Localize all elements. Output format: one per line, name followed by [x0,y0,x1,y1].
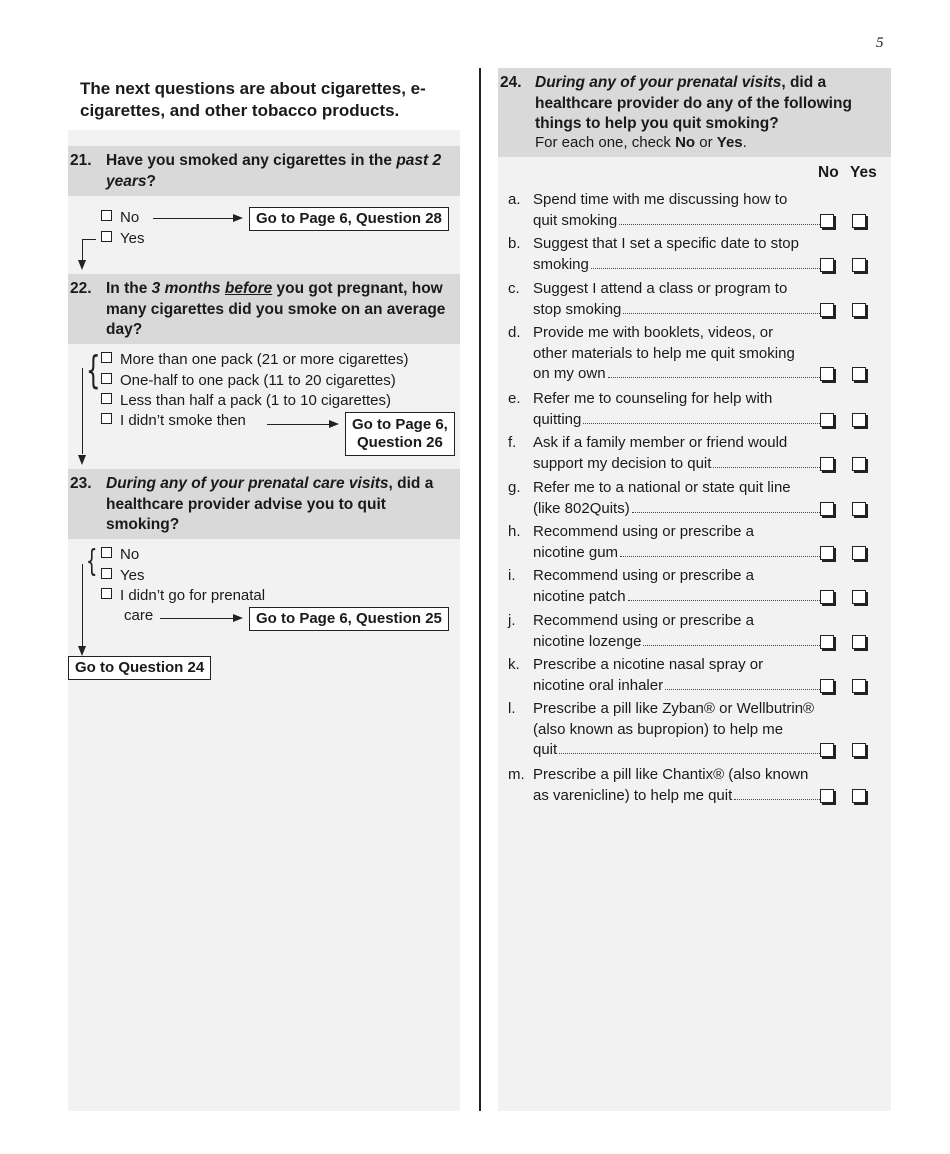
option-label: No [120,546,140,563]
skip-arrow-line [267,424,329,425]
q23-option-no-care[interactable] [101,586,265,606]
checkbox-icon[interactable] [852,546,866,560]
leader-dots [632,512,820,513]
leader-dots [713,467,820,468]
q21-text-emphasis: past 2 years [106,152,442,190]
checkbox-icon[interactable] [820,367,834,381]
leader-dots [643,645,820,646]
item-text [533,433,821,474]
arrow-down-icon [78,646,86,656]
checkbox-no-h[interactable] [820,546,834,560]
arrow-down-icon [78,260,86,270]
leader-dots [620,556,820,557]
item-letter: f. [508,434,517,451]
q21-option-no[interactable] [101,208,139,228]
checkbox-yes-b[interactable] [852,258,866,272]
instruction-yes: Yes [716,134,743,151]
item-text-line: support my decision to quit [533,454,712,472]
item-text [533,566,821,607]
checkbox-yes-m[interactable] [852,789,866,803]
column-header-no: No [818,164,839,181]
checkbox-icon[interactable] [820,214,834,228]
arrow-right-icon [329,420,339,428]
q22-text: In the [106,280,152,297]
checkbox-yes-k[interactable] [852,679,866,693]
brace-icon: { [86,544,98,579]
item-text-line: quit [533,741,558,758]
checkbox-icon[interactable] [852,258,866,272]
leader-dots [608,377,820,378]
item-text-line: Spend time with me discussing how to [533,191,788,208]
item-text [533,611,821,652]
q22-goto-line1: Go to Page 6, [352,416,448,433]
item-text [533,389,821,430]
goto-q24-box: Go to Question 24 [68,656,211,680]
q21-goto-box: Go to Page 6, Question 28 [249,207,449,231]
item-text-line: as varenicline) to help me quit [533,786,733,804]
brace-icon: { [86,348,101,392]
checkbox-icon[interactable] [820,413,834,427]
item-text-line: Prescribe a pill like Chantix® (also known [533,766,809,783]
checkbox-no-g[interactable] [820,502,834,516]
q22-question [70,279,458,343]
checkbox-icon[interactable] [101,393,112,404]
arrow-right-icon [233,614,243,622]
item-text [533,478,821,519]
checkbox-yes-f[interactable] [852,457,866,471]
item-letter: j. [508,612,516,629]
item-text-line: quitting [533,410,582,428]
q24-text-emphasis: During any of your prenatal visits [535,74,782,91]
checkbox-no-j[interactable] [820,635,834,649]
item-text-line: Recommend using or prescribe a [533,567,754,584]
arrow-down-icon [78,455,86,465]
instruction-text: For each one, check [535,134,676,151]
item-text [533,655,821,696]
q22-option-3[interactable] [101,391,391,411]
checkbox-yes-g[interactable] [852,502,866,516]
option-label: More than one pack (21 or more cigarettes) [120,351,409,368]
checkbox-icon[interactable] [820,590,834,604]
item-letter: m. [508,766,525,783]
column-divider [479,68,481,1111]
checkbox-yes-l[interactable] [852,743,866,757]
item-letter: g. [508,479,521,496]
item-text [533,190,821,231]
checkbox-icon[interactable] [820,303,834,317]
item-text-line: (like 802Quits) [533,499,630,517]
option-label: Yes [120,567,145,584]
checkbox-no-c[interactable] [820,303,834,317]
checkbox-icon[interactable] [852,457,866,471]
flow-line [82,564,83,647]
leader-dots [623,313,820,314]
q23-option-no-care-cont: care [124,607,154,624]
item-text-line: Suggest I attend a class or program to [533,280,788,297]
item-text-line: Suggest that I set a specific date to stop [533,235,799,252]
checkbox-yes-h[interactable] [852,546,866,560]
item-text-line: other materials to help me quit smoking [533,344,795,362]
checkbox-icon[interactable] [820,502,834,516]
q23-number: 23. [70,475,92,492]
checkbox-no-m[interactable] [820,789,834,803]
checkbox-icon[interactable] [852,413,866,427]
checkbox-icon[interactable] [820,258,834,272]
item-text-line: Refer me to a national or state quit line [533,479,791,496]
checkbox-icon[interactable] [852,743,866,757]
q22-text-emphasis: 3 months [151,280,221,297]
item-letter: k. [508,656,520,673]
q21-text: Have you smoked any cigarettes in the [106,152,397,169]
checkbox-icon[interactable] [101,231,112,242]
item-text [533,279,821,320]
page-number: 5 [876,35,884,51]
item-text-line: Ask if a family member or friend would [533,434,788,451]
checkbox-icon[interactable] [820,789,834,803]
item-letter: c. [508,280,520,297]
checkbox-icon[interactable] [101,568,112,579]
q24-text: , did a healthcare provider do any of the following things to help you quit smoking? [535,74,852,132]
checkbox-no-e[interactable] [820,413,834,427]
leader-dots [583,423,820,424]
checkbox-icon[interactable] [852,502,866,516]
q23-question [70,474,458,538]
item-text-line: (also known as bupropion) to help me [533,720,784,738]
checkbox-no-i[interactable] [820,590,834,604]
checkbox-icon[interactable] [820,743,834,757]
leader-dots [628,600,820,601]
item-text [533,234,821,275]
checkbox-icon[interactable] [852,214,866,228]
checkbox-icon[interactable] [101,413,112,424]
flow-line [82,368,83,454]
checkbox-icon[interactable] [820,457,834,471]
q21-question [70,151,458,195]
q22-option-4[interactable] [101,411,246,431]
checkbox-icon[interactable] [852,590,866,604]
instruction-or: or [695,134,717,151]
checkbox-no-a[interactable] [820,214,834,228]
item-letter: b. [508,235,521,252]
item-text-line: smoking [533,255,589,273]
arrow-right-icon [233,214,243,222]
section-intro: The next questions are about cigarettes, e-cigarettes, and other tobacco products. [80,78,460,122]
q22-number: 22. [70,280,92,297]
leader-dots [619,224,820,225]
checkbox-icon[interactable] [101,210,112,221]
item-text [533,699,821,761]
item-text-line: nicotine lozenge [533,632,642,650]
option-label: Yes [120,230,145,247]
leader-dots [559,753,820,754]
option-label: I didn’t go for prenatal [120,587,266,604]
checkbox-icon[interactable] [820,546,834,560]
checkbox-icon[interactable] [852,367,866,381]
checkbox-yes-d[interactable] [852,367,866,381]
item-letter: h. [508,523,521,540]
item-text-line: nicotine oral inhaler [533,676,664,694]
item-letter: d. [508,324,521,341]
checkbox-icon[interactable] [820,635,834,649]
checkbox-yes-a[interactable] [852,214,866,228]
item-text [533,522,821,563]
column-header-yes: Yes [850,164,877,181]
leader-dots [665,689,820,690]
q21-text-end: ? [146,172,156,190]
instruction-end: . [742,134,747,151]
checkbox-icon[interactable] [101,588,112,599]
q22-option-1[interactable] [101,350,408,370]
q23-option-no[interactable] [101,545,139,565]
q23-goto-box: Go to Page 6, Question 25 [249,607,449,631]
q23-option-yes[interactable] [101,566,144,586]
item-text-line: nicotine patch [533,587,626,605]
item-text-line: Recommend using or prescribe a [533,523,754,540]
item-text-line: Recommend using or prescribe a [533,612,754,629]
checkbox-icon[interactable] [852,303,866,317]
q22-text-end: you got pregnant, how many cigarettes did you smoke on an average day? [106,280,446,338]
item-text [533,765,821,806]
q24-question [500,73,889,135]
q24-number: 24. [500,74,522,91]
checkbox-icon[interactable] [101,547,112,558]
checkbox-no-d[interactable] [820,367,834,381]
checkbox-no-k[interactable] [820,679,834,693]
item-letter: a. [508,191,521,208]
item-letter: e. [508,390,521,407]
item-text-line: nicotine gum [533,543,619,561]
skip-arrow-line [153,218,233,219]
item-text-line: stop smoking [533,300,622,318]
q23-text: , did a healthcare provider advise you to quit smoking? [106,475,434,533]
item-text [533,323,821,385]
item-text-line: Provide me with booklets, videos, or [533,324,774,341]
checkbox-yes-i[interactable] [852,590,866,604]
item-letter: i. [508,567,516,584]
checkbox-no-l[interactable] [820,743,834,757]
checkbox-icon[interactable] [820,679,834,693]
checkbox-icon[interactable] [852,679,866,693]
item-text-line: quit smoking [533,211,618,229]
skip-arrow-line [160,618,233,619]
q22-goto-box [345,412,455,456]
option-label: One-half to one pack (11 to 20 cigarettes) [120,372,396,389]
instruction-no: No [675,134,696,151]
flow-line [82,239,83,261]
q21-number: 21. [70,152,92,169]
q21-option-yes[interactable] [101,229,144,249]
option-label: Less than half a pack (1 to 10 cigarettes) [120,392,391,409]
item-letter: l. [508,700,516,717]
q22-option-2[interactable] [101,371,396,391]
item-text-line: Prescribe a pill like Zyban® or Wellbutrin® [533,700,815,717]
q23-text-emphasis: During any of your prenatal care visits [106,475,389,492]
item-text-line: Prescribe a nicotine nasal spray or [533,656,764,673]
checkbox-yes-c[interactable] [852,303,866,317]
checkbox-icon[interactable] [852,635,866,649]
item-text-line: on my own [533,365,606,382]
option-label: I didn’t smoke then [120,412,246,429]
checkbox-no-f[interactable] [820,457,834,471]
checkbox-yes-j[interactable] [852,635,866,649]
q22-text-underline: before [224,280,273,297]
option-label: No [120,209,140,226]
q22-goto-line2: Question 26 [357,434,443,451]
leader-dots [591,268,820,269]
item-text-line: Refer me to counseling for help with [533,390,773,407]
flow-line [82,239,96,240]
checkbox-no-b[interactable] [820,258,834,272]
checkbox-yes-e[interactable] [852,413,866,427]
checkbox-icon[interactable] [852,789,866,803]
checkbox-icon[interactable] [101,352,112,363]
leader-dots [734,799,820,800]
checkbox-icon[interactable] [101,373,112,384]
q24-instruction [535,133,747,153]
